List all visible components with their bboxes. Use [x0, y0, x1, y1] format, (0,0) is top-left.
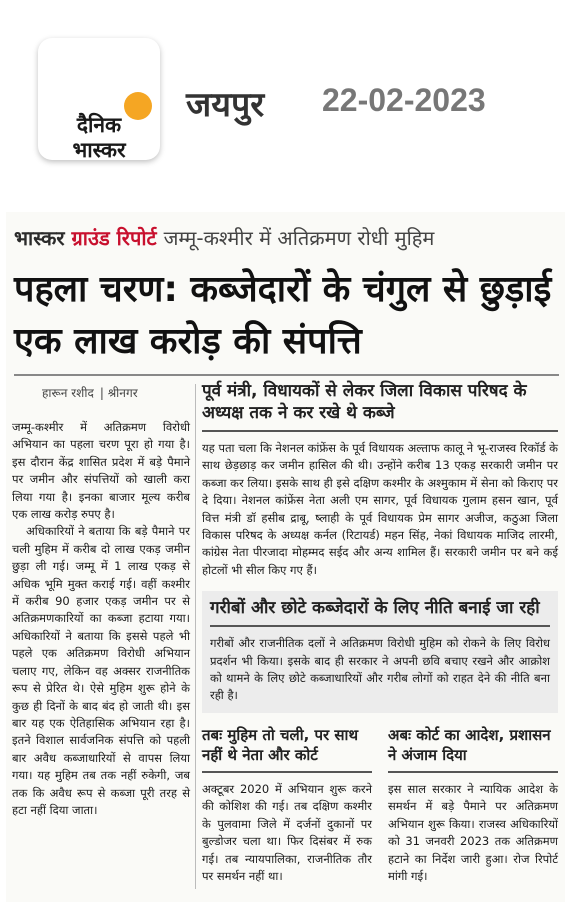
left-paragraph-2: अधिकारियों ने बताया कि बड़े पैमाने पर चली मुहिम में करीब दो लाख एकड़ जमीन छुड़ा ली गई। जम्मू में 1 लाख एकड़ से अधिक भूमि मुक्त कराई गई। वहीं कश्मीर में करीब 90 हजार एकड़ जमीन पर से अतिक्रमणकारियों का कब्जा हटाया गया। अधिकारियों ने बताया कि इससे पहले भी पहले एक अतिक्रमण विरोधी अभियान चलाए गए, लेकिन वह अक्सर राजनीतिक रूप से प्रेरित थे। ऐसे मुहिम शुरू होने के कुछ ही दिनों के बाद बंद हो जाती थी। इस बार यह एक ऐतिहासिक अभियान रहा है। इतने विशाल सार्वजनिक संपत्ति को पहली बार अवैध कब्जाधारियों से वापस लिया गया। यह मुहिम तब तक नहीं रुकेगी, जब तक कि अवैध रूप से कब्जा पूरी तरह से हटा नहीं दिया जाता। — [12, 524, 190, 817]
box-body: गरीबों और राजनीतिक दलों ने अतिक्रमण विरोधी मुहिम को रोकने के लिए विरोध प्रदर्शन भी किया। इसके बाद ही सरकार ने अपनी छवि बचाए रखने और आक्रोश को थामने के लिए छोटे कब्जाधारियों और गरीब लोगों को राहत देने की नीति बना रही है। — [210, 636, 550, 703]
kicker-topic: जम्मू-कश्मीर में अतिक्रमण रोधी मुहिम — [163, 226, 435, 250]
then-rule — [202, 771, 372, 773]
left-paragraph-1: जम्मू-कश्मीर में अतिक्रमण विरोधी अभियान का पहला चरण पूरा हो गया है। इस दौरान केंद्र शासित प्रदेश में बड़े पैमाने पर जमीन और संपत्तियों को खाली करा लिया गया है। इनका बाजार मूल्य करीब एक लाख करोड़ रुपए है। — [12, 420, 190, 522]
then-heading: तबः मुहिम तो चली, पर साथ नहीं थे नेता और कोर्ट — [202, 725, 359, 764]
subhead-1: पूर्व मंत्री, विधायकों से लेकर जिला विकास परिषद के अध्यक्ष तक ने कर रखे थे कब्जे — [202, 381, 527, 423]
subhead-1-rule — [202, 430, 558, 432]
byline-name: हारून रशीद — [42, 386, 94, 400]
logo-line-2: भास्कर — [72, 138, 126, 160]
kicker-report: ग्राउंड रिपोर्ट — [71, 226, 157, 250]
dainik-bhaskar-logo — [38, 38, 160, 160]
article-kicker — [14, 224, 434, 251]
now-rule — [388, 771, 558, 773]
edition-date: 22-02-2023 — [322, 82, 486, 118]
now-heading: अबः कोर्ट का आदेश, प्रशासन ने अंजाम दिया — [388, 725, 551, 764]
kicker-brand: भास्कर — [14, 226, 65, 250]
byline: हारून रशीद | श्रीनगर — [42, 386, 138, 400]
news-article — [6, 212, 565, 902]
article-headline: पहला चरण: कब्जेदारों के चंगुल से छुड़ाई एक लाख करोड़ की संपत्ति — [14, 269, 552, 362]
byline-place: श्रीनगर — [107, 386, 138, 400]
box-heading: गरीबों और छोटे कब्जेदारों के लिए नीति बनाई जा रही — [210, 598, 540, 619]
column-divider — [195, 384, 196, 889]
subhead-1-body: यह पता चला कि नेशनल कांफ्रेंस के पूर्व विधायक अल्ताफ कालू ने भू-राजस्व रिकॉर्ड के साथ छेड़छाड़ कर जमीन हासिल की थी। उन्होंने करीब 13 एकड़ सरकारी जमीन पर कब्जा कर लिया। इसके साथ ही इसे दक्षिण कश्मीर के अश्मुकाम में सेना को किराए पर दे दिया। नेशनल कांफ्रेंस नेता अली एम सागर, पूर्व विधायक गुलाम हसन खान, पूर्व वित्त मंत्री डॉ हसीब द्राबू, ष्लाही के पूर्व विधायक प्रेम सागर अजीज, कठुआ जिला विकास परिषद के अध्यक्ष कर्नल (रिटायर्ड) महन सिंह, नेकां विधायक माजिद लारमी, कांग्रेस नेता पीरजादा मोहम्मद सईद और अन्य शामिल हैं। सरकारी जमीन पर बने कई होटलों भी सील किए गए हैं। — [202, 441, 558, 577]
headline-divider — [14, 374, 559, 376]
page-header — [0, 0, 571, 190]
edition-city: जयपुर — [186, 85, 265, 125]
right-column — [202, 380, 558, 885]
then-column — [202, 725, 372, 885]
logo-line-1: दैनिक — [76, 113, 122, 137]
now-body: इस साल सरकार ने न्यायिक आदेश के समर्थन में बड़े पैमाने पर अतिक्रमण अभियान शुरू किया। राजस्व अधिकारियों को 31 जनवरी 2023 तक अतिक्रमण हटाने का निर्देश जारी हुआ। रोज रिपोर्ट मांगी गई। — [388, 781, 558, 883]
then-body: अक्टूबर 2020 में अभियान शुरू करने की कोशिश की गई। तब दक्षिण कश्मीर के पुलवामा जिले में दर्जनों दुकानों पर बुल्डोजर चला था। फिर दिसंबर में रुक गई। तब न्यायपालिका, राजनीतिक तौर पर समर्थन नहीं था। — [202, 781, 372, 883]
now-column — [388, 725, 558, 885]
left-column — [12, 380, 190, 819]
box-rule — [210, 625, 550, 627]
highlight-box — [202, 591, 558, 713]
then-now-section — [202, 725, 558, 885]
